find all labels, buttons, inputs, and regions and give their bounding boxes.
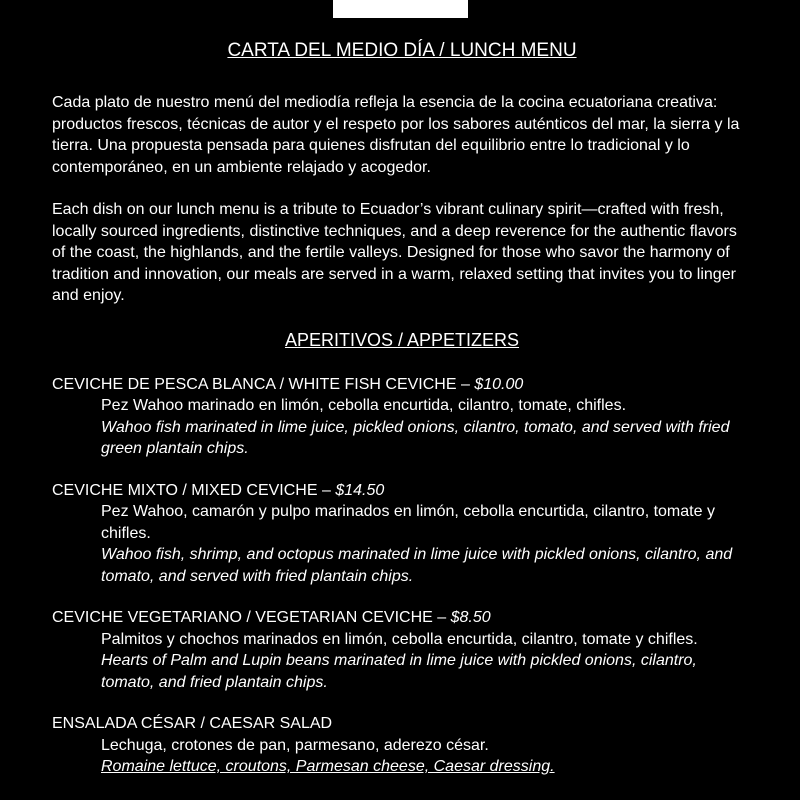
dish-item <box>52 480 752 588</box>
dish-price: $8.50 <box>450 609 491 626</box>
dish-name: ENSALADA CÉSAR / CAESAR SALAD <box>52 715 333 732</box>
dish-description-spanish: Pez Wahoo, camarón y pulpo marinados en limón, cebolla encurtida, cilantro, tomate y chifles. <box>101 503 715 542</box>
intro-spanish: Cada plato de nuestro menú del mediodía refleja la esencia de la cocina ecuatoriana creativa: productos frescos, técnicas de autor y el respeto por los sabores auténticos del mar, la sierra y la tierra. Una propuesta pensada para quienes disfrutan del equilibrio entre lo tradicional y lo contemporáneo, en un ambiente relajado y acogedor. <box>52 94 740 176</box>
dish-description-english: Hearts of Palm and Lupin beans marinated in lime juice with pickled onions, cilantro, tomato, and fried plantain chips. <box>101 652 697 691</box>
dish-description-spanish: Palmitos y chochos marinados en limón, cebolla encurtida, cilantro, tomate y chifles. <box>101 630 698 648</box>
dish-heading <box>52 607 752 629</box>
dish-description-english: Romaine lettuce, croutons, Parmesan cheese, Caesar dressing. <box>101 758 555 775</box>
dish-description-english: Wahoo fish marinated in lime juice, pickled onions, cilantro, tomato, and served with fried green plantain chips. <box>101 418 730 457</box>
price-separator: – <box>456 375 475 393</box>
dish-description <box>52 395 752 460</box>
dish-name: CEVICHE MIXTO / MIXED CEVICHE <box>52 481 318 499</box>
dish-heading <box>52 480 752 502</box>
dish-item <box>52 374 752 460</box>
menu-title: CARTA DEL MEDIO DÍA / LUNCH MENU <box>227 40 577 61</box>
appetizers-section-title: APERITIVOS / APPETIZERS <box>284 329 520 350</box>
dish-price: $14.50 <box>335 481 385 499</box>
dish-price: $10.00 <box>474 375 524 393</box>
dish-name: CEVICHE VEGETARIANO / VEGETARIAN CEVICHE <box>52 609 433 626</box>
intro-english: Each dish on our lunch menu is a tribute to Ecuador’s vibrant culinary spirit—crafted with fresh, locally sourced ingredients, distinctive techniques, and a deep reverence for the authentic flavors of the coast, the highlands, and the fertile valleys. Designed for those who savor the harmony of tradition and innovation, our meals are served in a warm, relaxed setting that invites you to linger and enjoy. <box>52 201 737 304</box>
logo-box <box>333 0 468 18</box>
price-separator: – <box>432 609 451 626</box>
dish-item <box>52 607 752 693</box>
dish-name: CEVICHE DE PESCA BLANCA / WHITE FISH CEVICHE <box>52 375 457 393</box>
dish-description-english: Wahoo fish, shrimp, and octopus marinated in lime juice with pickled onions, cilantro, and tomato, and served with fried plantain chips. <box>101 546 733 585</box>
dish-description-spanish: Lechuga, crotones de pan, parmesano, aderezo césar. <box>101 736 489 754</box>
dish-heading <box>52 713 752 735</box>
menu-page <box>52 38 752 798</box>
dish-heading <box>52 374 752 396</box>
dish-description <box>52 735 752 778</box>
dish-description <box>52 501 752 587</box>
dish-item <box>52 713 752 778</box>
dish-description-spanish: Pez Wahoo marinado en limón, cebolla encurtida, cilantro, tomate, chifles. <box>101 397 627 414</box>
price-separator: – <box>317 481 336 499</box>
dish-description <box>52 629 752 694</box>
